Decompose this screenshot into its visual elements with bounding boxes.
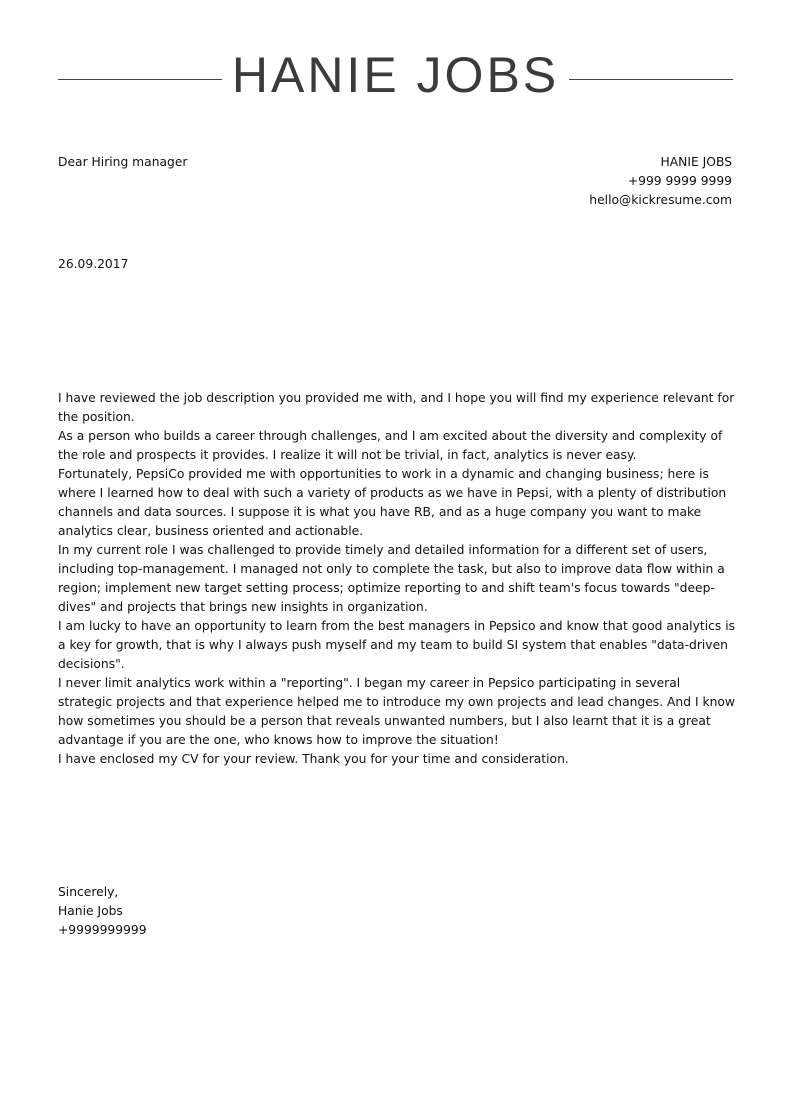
- letter-body: [58, 389, 736, 750]
- letter-header: [58, 40, 733, 110]
- sender-email: hello@kickresume.com: [589, 193, 732, 207]
- body-paragraph: In my current role I was challenged to provide timely and detailed information for a different set of users, including top-management. I managed not only to complete the task, but also to improve data flow within a region; implement new target setting process; optimize reporting to and shift team's focus towards "deep-dives" and projects that brings new insights in organization.: [58, 543, 725, 614]
- sender-name: HANIE JOBS: [660, 155, 732, 169]
- header-name: HANIE JOBS: [231, 47, 560, 103]
- sender-phone: +999 9999 9999: [627, 174, 732, 188]
- header-rule-left: [58, 79, 222, 80]
- signoff-name: Hanie Jobs: [58, 904, 123, 918]
- sender-block: [589, 153, 732, 210]
- signoff-phone: +9999999999: [58, 923, 147, 937]
- salutation: Dear Hiring manager: [58, 155, 188, 169]
- body-paragraph: I am lucky to have an opportunity to learn from the best managers in Pepsico and know that good analytics is a key for growth, that is why I always push myself and my team to build SI system that enables "data-driven decisions".: [58, 619, 736, 671]
- signoff-block: [58, 883, 147, 940]
- body-paragraph: I never limit analytics work within a "reporting". I began my career in Pepsico participating in several strategic projects and that experience helped me to introduce my own projects and lead changes. And I know how sometimes you should be a person that reveals unwanted numbers, but I also learnt that it is a great advantage if you are the one, who knows how to improve the situation!: [58, 676, 735, 747]
- valediction: Sincerely,: [58, 885, 119, 899]
- body-paragraph: As a person who builds a career through challenges, and I am excited about the diversity and complexity of the role and prospects it provides. I realize it will not be trivial, in fact, analytics is never easy.: [58, 429, 723, 462]
- body-paragraph: I have reviewed the job description you provided me with, and I hope you will find my experience relevant for the position.: [58, 391, 735, 424]
- body-paragraph: Fortunately, PepsiCo provided me with opportunities to work in a dynamic and changing business; here is where I learned how to deal with such a variety of products as we have in Pepsi, with a plenty of distribution channels and data sources. I suppose it is what you have RB, and as a huge company you want to make analytics clear, business oriented and actionable.: [58, 467, 727, 538]
- header-rule-right: [569, 79, 733, 80]
- letter-date: 26.09.2017: [58, 257, 129, 271]
- closing-paragraph: I have enclosed my CV for your review. Thank you for your time and consideration.: [58, 752, 569, 766]
